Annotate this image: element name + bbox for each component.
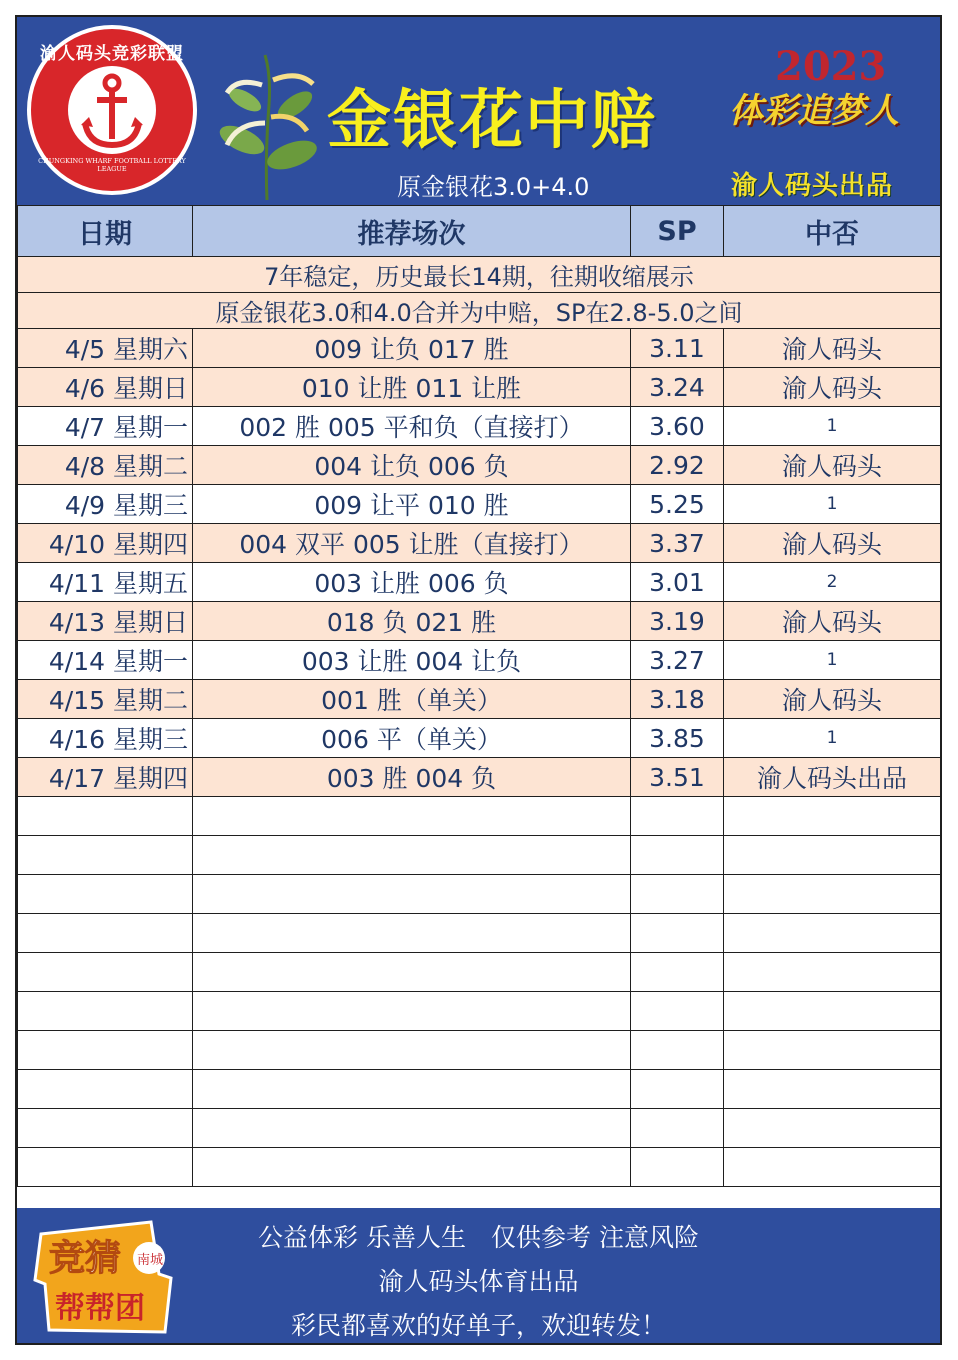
empty-row — [18, 992, 941, 1031]
cell-result: 1 — [724, 641, 941, 680]
cell-pick: 003 让胜 004 让负 — [193, 641, 631, 680]
table-row — [18, 407, 941, 446]
cell-sp: 3.24 — [631, 368, 724, 407]
cell-date: 4/10 星期四 — [18, 524, 193, 563]
cell-result: 渝人码头 — [724, 329, 941, 368]
table-row — [18, 602, 941, 641]
col-header-result: 中否 — [724, 206, 941, 257]
footer-line-3: 彩民都喜欢的好单子，欢迎转发！ — [290, 1311, 666, 1340]
note-row — [18, 257, 941, 293]
cell-result: 渝人码头 — [724, 524, 941, 563]
cell-date: 4/8 星期二 — [18, 446, 193, 485]
cell-sp: 3.19 — [631, 602, 724, 641]
picks-table — [17, 205, 941, 1187]
cell-pick: 003 胜 004 负 — [193, 758, 631, 797]
cell-sp: 3.11 — [631, 329, 724, 368]
note-text: 7年稳定，历史最长14期，往期收缩展示 — [18, 257, 941, 293]
cell-result: 渝人码头 — [724, 680, 941, 719]
note-row — [18, 293, 941, 329]
empty-row — [18, 875, 941, 914]
logo-text-bottom: CHUNGKING WHARF FOOTBALL LOTTERY LEAGUE — [38, 157, 186, 173]
cell-date: 4/13 星期日 — [18, 602, 193, 641]
cell-date: 4/17 星期四 — [18, 758, 193, 797]
empty-row — [18, 1148, 941, 1187]
note-text: 原金银花3.0和4.0合并为中赔，SP在2.8-5.0之间 — [18, 293, 941, 329]
producer-label: 渝人码头出品 — [731, 171, 894, 201]
cell-result: 2 — [724, 563, 941, 602]
poster — [15, 15, 942, 1345]
cell-date: 4/11 星期五 — [18, 563, 193, 602]
empty-row — [18, 914, 941, 953]
table-row — [18, 524, 941, 563]
cell-sp: 3.01 — [631, 563, 724, 602]
anchor-icon — [67, 65, 157, 155]
cell-result: 渝人码头出品 — [724, 758, 941, 797]
cell-sp: 3.37 — [631, 524, 724, 563]
cell-pick: 009 让负 017 胜 — [193, 329, 631, 368]
cell-date: 4/15 星期二 — [18, 680, 193, 719]
table-row — [18, 329, 941, 368]
cell-date: 4/6 星期日 — [18, 368, 193, 407]
cell-date: 4/16 星期三 — [18, 719, 193, 758]
cell-date: 4/5 星期六 — [18, 329, 193, 368]
cell-result: 渝人码头 — [724, 446, 941, 485]
cell-result: 渝人码头 — [724, 602, 941, 641]
footer-line-2: 渝人码头体育出品 — [378, 1267, 579, 1296]
table-row — [18, 563, 941, 602]
page-title: 金银花中赔 — [327, 84, 657, 158]
cell-sp: 3.60 — [631, 407, 724, 446]
cell-pick: 006 平（单关） — [193, 719, 631, 758]
empty-row — [18, 836, 941, 875]
cell-sp: 3.51 — [631, 758, 724, 797]
header-banner — [17, 17, 940, 205]
cell-date: 4/9 星期三 — [18, 485, 193, 524]
empty-row — [18, 797, 941, 836]
logo-text-top: 渝人码头竞彩联盟 — [40, 44, 184, 64]
cell-pick: 004 双平 005 让胜（直接打） — [193, 524, 631, 563]
empty-row — [18, 1070, 941, 1109]
cell-result: 渝人码头 — [724, 368, 941, 407]
cell-result: 1 — [724, 485, 941, 524]
badge-text-main: 竞猜 — [49, 1238, 122, 1279]
cell-pick: 001 胜（单关） — [193, 680, 631, 719]
cell-result: 1 — [724, 719, 941, 758]
cell-sp: 3.85 — [631, 719, 724, 758]
footer-banner — [17, 1208, 940, 1343]
col-header-pick: 推荐场次 — [193, 206, 631, 257]
col-header-sp: SP — [631, 206, 724, 257]
cell-sp: 3.27 — [631, 641, 724, 680]
cell-pick: 002 胜 005 平和负（直接打） — [193, 407, 631, 446]
badge-text-side: 南城 — [137, 1253, 164, 1268]
col-header-date: 日期 — [18, 206, 193, 257]
empty-row — [18, 1031, 941, 1070]
empty-row — [18, 953, 941, 992]
table-row — [18, 680, 941, 719]
honeysuckle-flower-icon — [207, 45, 327, 205]
year-label: 2023 — [775, 43, 887, 90]
footer-line-1: 公益体彩 乐善人生 仅供参考 注意风险 — [258, 1223, 699, 1252]
table-row — [18, 368, 941, 407]
cell-sp: 3.18 — [631, 680, 724, 719]
cell-pick: 009 让平 010 胜 — [193, 485, 631, 524]
cell-sp: 2.92 — [631, 446, 724, 485]
cell-result: 1 — [724, 407, 941, 446]
table-row — [18, 446, 941, 485]
cell-sp: 5.25 — [631, 485, 724, 524]
table-row — [18, 758, 941, 797]
cell-pick: 010 让胜 011 让胜 — [193, 368, 631, 407]
cell-date: 4/7 星期一 — [18, 407, 193, 446]
table-row — [18, 719, 941, 758]
cell-pick: 004 让负 006 负 — [193, 446, 631, 485]
league-logo — [27, 25, 197, 195]
empty-row — [18, 1109, 941, 1148]
table-row — [18, 485, 941, 524]
badge-text-sub: 帮帮团 — [55, 1291, 145, 1326]
table-header-row — [18, 206, 941, 257]
cell-pick: 018 负 021 胜 — [193, 602, 631, 641]
table-row — [18, 641, 941, 680]
cell-date: 4/14 星期一 — [18, 641, 193, 680]
page-subtitle: 原金银花3.0+4.0 — [397, 173, 590, 201]
cell-pick: 003 让胜 006 负 — [193, 563, 631, 602]
slogan: 体彩追梦人 — [729, 91, 899, 131]
